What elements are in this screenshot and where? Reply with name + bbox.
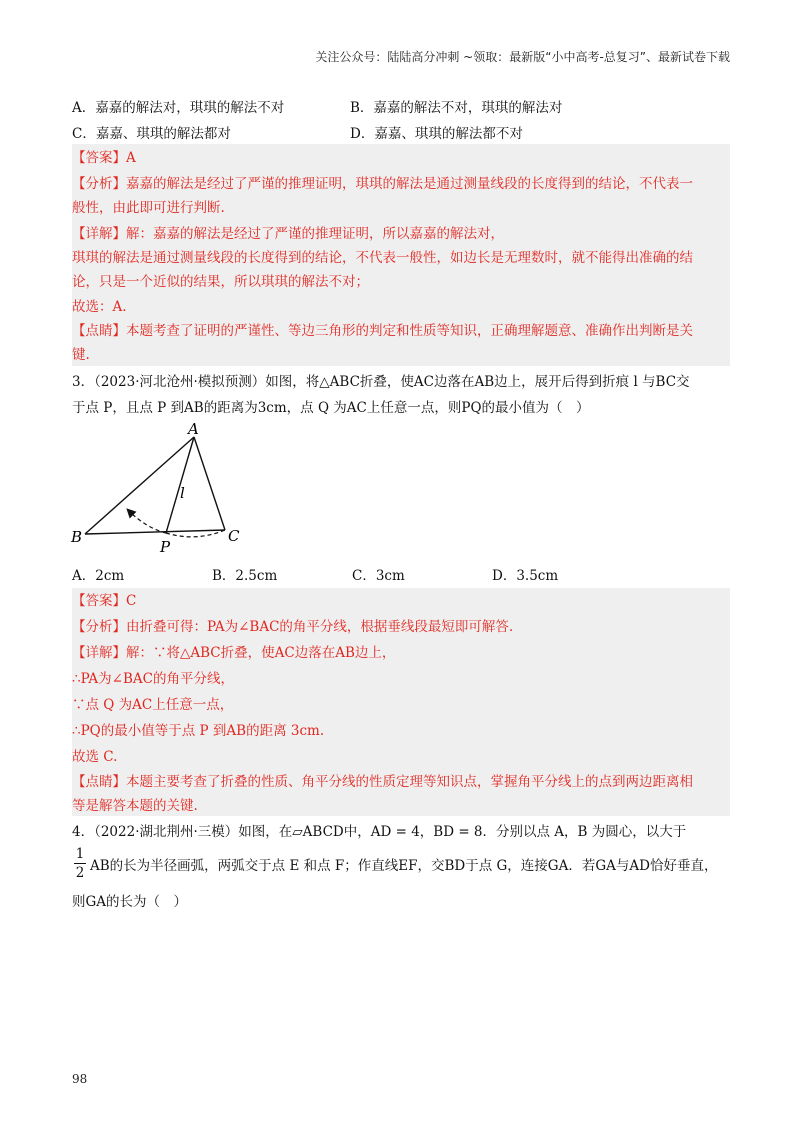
q2-detail-line-2: 琪琪的解法是通过测量线段的长度得到的结论，不代表一般性，如边长是无理数时，就不能得出准确的结 xyxy=(72,250,693,266)
q3-option-d: D．3.5cm xyxy=(492,568,559,584)
label-l: l xyxy=(180,484,185,502)
q2-detail-line-3: 论，只是一个近似的结果，所以琪琪的解法不对； xyxy=(72,274,369,290)
side-ac xyxy=(194,437,225,530)
q3-detail-line-2: ∴PA为∠BAC的角平分线， xyxy=(72,671,234,687)
q2-analysis-line-1: 【分析】嘉嘉的解法是经过了严谨的推理证明，琪琪的解法是通过测量线段的长度得到的结论，不代表一 xyxy=(72,176,693,192)
side-bc xyxy=(85,530,225,534)
q2-option-d: D．嘉嘉、琪琪的解法都不对 xyxy=(350,126,523,142)
q3-detail-line-1: 【详解】解：∵将△ABC折叠，使AC边落在AB边上， xyxy=(72,645,396,661)
label-c: C xyxy=(228,527,240,545)
q2-detail-line-1: 【详解】解：嘉嘉的解法是经过了严谨的推理证明，所以嘉嘉的解法对， xyxy=(72,226,504,242)
q4-fraction-denominator: 2 xyxy=(75,865,85,881)
q2-option-b: B．嘉嘉的解法不对，琪琪的解法对 xyxy=(350,100,563,116)
q2-detail-line-4: 故选：A. xyxy=(72,299,127,315)
q2-comment-line-2: 键. xyxy=(72,347,90,363)
q2-comment-line-1: 【点睛】本题考查了证明的严谨性、等边三角形的判定和性质等知识，正确理解题意、准确作出判断是关 xyxy=(72,323,693,339)
label-b: B xyxy=(71,528,83,546)
page-header: 关注公众号：陆陆高分冲刺 ~领取：最新版“小中高考-总复习”、最新试卷下载 xyxy=(315,50,730,64)
q3-comment-line-1: 【点睛】本题主要考查了折叠的性质、角平分线的性质定理等知识点，掌握角平分线上的点到两边距离相 xyxy=(72,774,693,790)
q3-option-a: A．2cm xyxy=(72,568,125,584)
q3-stem-line-1: 3．（2023·河北沧州·模拟预测）如图，将△ABC折叠，使AC边落在AB边上，展开后得到折痕 l 与BC交 xyxy=(72,374,690,390)
q3-answer: 【答案】C xyxy=(72,593,137,609)
q3-detail-line-5: 故选 C. xyxy=(72,749,118,765)
q3-option-b: B．2.5cm xyxy=(212,568,278,584)
q3-comment-line-2: 等是解答本题的关键. xyxy=(72,798,198,814)
q2-option-a: A．嘉嘉的解法对，琪琪的解法不对 xyxy=(72,100,285,116)
q4-stem-line-1: 4．（2022·湖北荆州·三模）如图，在▱ABCD中，AD = 4，BD = 8．分别以点 A，B 为圆心，以大于 xyxy=(72,824,687,840)
label-p: P xyxy=(160,538,171,556)
page-number: 98 xyxy=(72,1072,88,1086)
fold-arrow-arc xyxy=(128,510,166,533)
q4-stem-line-3: 则GA的长为（ ） xyxy=(72,894,188,910)
q4-stem-line-2: AB的长为半径画弧，两弧交于点 E 和点 F；作直线EF，交BD于点 G，连接GA．若GA与AD恰好垂直， xyxy=(90,858,718,874)
q2-option-c: C．嘉嘉、琪琪的解法都对 xyxy=(72,126,231,142)
q3-option-c: C．3cm xyxy=(352,568,405,584)
q3-stem-line-2: 于点 P，且点 P 到AB的距离为3cm，点 Q 为AC上任意一点，则PQ的最小值为（ ） xyxy=(72,400,590,416)
q2-answer: 【答案】A xyxy=(72,150,136,166)
q3-triangle-figure xyxy=(68,420,258,560)
q3-analysis: 【分析】由折叠可得：PA为∠BAC的角平分线，根据垂线段最短即可解答. xyxy=(72,619,514,635)
q4-fraction-bar xyxy=(74,863,86,864)
label-a: A xyxy=(188,420,199,438)
q4-fraction-numerator: 1 xyxy=(75,846,85,862)
q3-detail-line-4: ∴PQ的最小值等于点 P 到AB的距离 3cm. xyxy=(72,723,325,739)
q3-detail-line-3: ∵点 Q 为AC上任意一点， xyxy=(72,697,234,713)
q2-analysis-line-2: 般性，由此即可进行判断. xyxy=(72,200,225,216)
